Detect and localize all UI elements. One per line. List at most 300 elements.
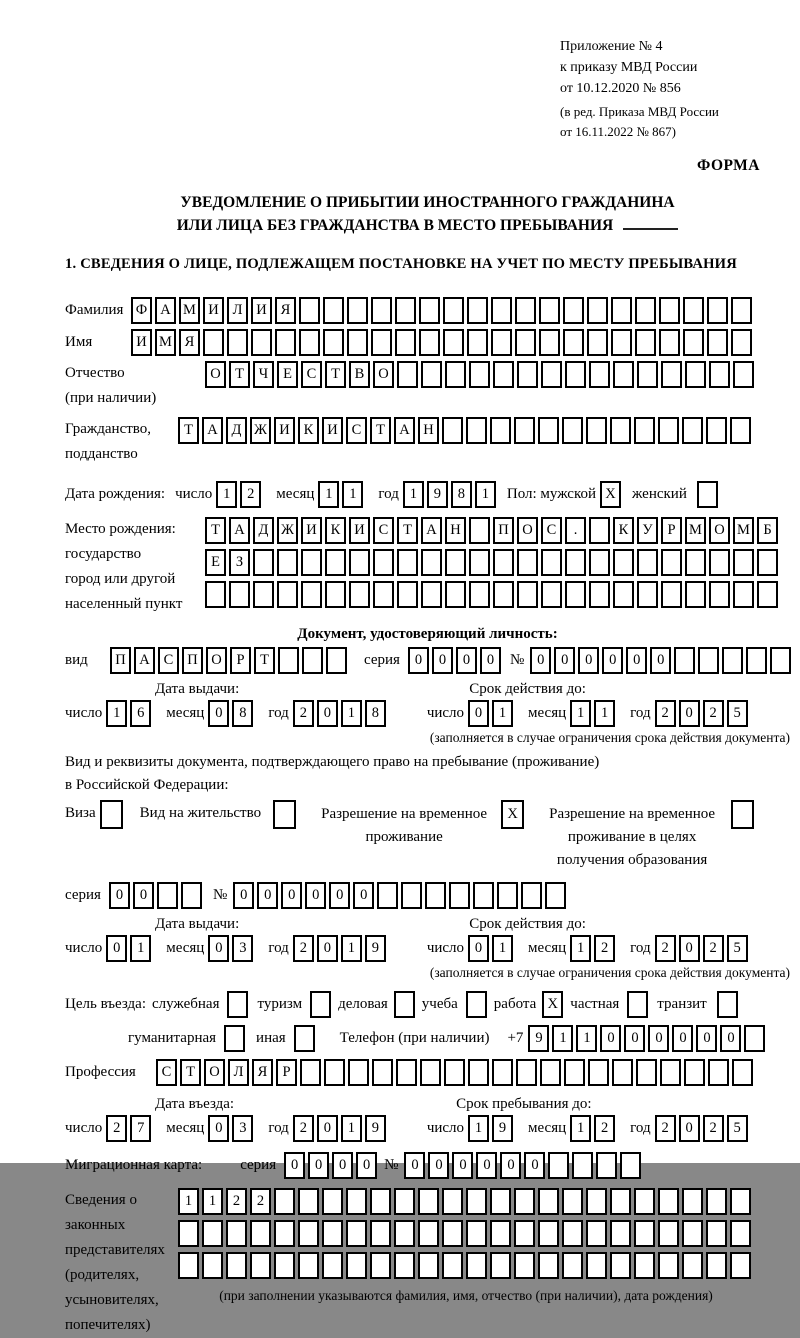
form-cell[interactable] <box>545 882 566 909</box>
form-cell[interactable]: 1 <box>341 700 362 727</box>
form-cell[interactable]: 0 <box>428 1152 449 1179</box>
form-cell[interactable] <box>322 1188 343 1215</box>
form-cell[interactable] <box>586 417 607 444</box>
form-cell[interactable] <box>324 1059 345 1086</box>
form-cell[interactable] <box>397 581 418 608</box>
form-cell[interactable] <box>586 1220 607 1247</box>
form-cell[interactable] <box>611 329 632 356</box>
form-cell[interactable] <box>274 1252 295 1279</box>
form-cell[interactable] <box>562 1220 583 1247</box>
form-cell[interactable] <box>589 517 610 544</box>
form-cell[interactable]: 1 <box>341 1115 362 1142</box>
form-cell[interactable]: 1 <box>475 481 496 508</box>
form-cell[interactable] <box>396 1059 417 1086</box>
form-cell[interactable]: 5 <box>727 935 748 962</box>
form-cell[interactable] <box>709 581 730 608</box>
form-cell[interactable]: 0 <box>624 1025 645 1052</box>
form-cell[interactable] <box>636 1059 657 1086</box>
form-cell[interactable] <box>445 581 466 608</box>
form-cell[interactable]: 1 <box>178 1188 199 1215</box>
form-cell[interactable] <box>442 417 463 444</box>
form-cell[interactable] <box>610 417 631 444</box>
form-cell[interactable]: 1 <box>594 700 615 727</box>
form-cell[interactable]: 0 <box>305 882 326 909</box>
form-cell[interactable] <box>706 1188 727 1215</box>
form-cell[interactable]: 0 <box>353 882 374 909</box>
form-cell[interactable] <box>706 417 727 444</box>
form-cell[interactable] <box>635 297 656 324</box>
form-cell[interactable] <box>346 1220 367 1247</box>
form-cell[interactable]: Я <box>252 1059 273 1086</box>
form-cell[interactable] <box>731 329 752 356</box>
form-cell[interactable]: 1 <box>130 935 151 962</box>
form-cell[interactable] <box>467 297 488 324</box>
form-cell[interactable] <box>370 1252 391 1279</box>
form-cell[interactable]: 0 <box>308 1152 329 1179</box>
form-cell[interactable] <box>658 1220 679 1247</box>
form-cell[interactable]: И <box>349 517 370 544</box>
form-cell[interactable] <box>445 549 466 576</box>
form-cell[interactable]: Я <box>179 329 200 356</box>
form-cell[interactable]: 5 <box>727 1115 748 1142</box>
form-cell[interactable]: И <box>251 297 272 324</box>
form-cell[interactable] <box>586 1188 607 1215</box>
form-cell[interactable]: Е <box>205 549 226 576</box>
form-cell[interactable]: 0 <box>284 1152 305 1179</box>
form-cell[interactable] <box>395 297 416 324</box>
form-cell[interactable] <box>299 329 320 356</box>
form-cell[interactable]: З <box>229 549 250 576</box>
form-cell[interactable] <box>697 481 718 508</box>
form-cell[interactable] <box>418 1188 439 1215</box>
form-cell[interactable] <box>326 647 347 674</box>
form-cell[interactable] <box>733 581 754 608</box>
form-cell[interactable] <box>538 1220 559 1247</box>
form-cell[interactable]: 1 <box>341 935 362 962</box>
form-cell[interactable]: К <box>613 517 634 544</box>
form-cell[interactable] <box>635 329 656 356</box>
form-cell[interactable]: Л <box>228 1059 249 1086</box>
form-cell[interactable] <box>685 549 706 576</box>
form-cell[interactable] <box>538 1252 559 1279</box>
form-cell[interactable] <box>517 581 538 608</box>
form-cell[interactable] <box>442 1188 463 1215</box>
form-cell[interactable] <box>421 361 442 388</box>
form-cell[interactable] <box>637 361 658 388</box>
form-cell[interactable] <box>273 800 296 829</box>
form-cell[interactable] <box>298 1252 319 1279</box>
form-cell[interactable] <box>274 1220 295 1247</box>
form-cell[interactable]: 1 <box>106 700 127 727</box>
form-cell[interactable] <box>722 647 743 674</box>
form-cell[interactable]: Ф <box>131 297 152 324</box>
form-cell[interactable] <box>442 1220 463 1247</box>
form-cell[interactable] <box>706 1220 727 1247</box>
form-cell[interactable] <box>661 361 682 388</box>
form-cell[interactable]: 0 <box>106 935 127 962</box>
form-cell[interactable] <box>202 1220 223 1247</box>
form-cell[interactable] <box>394 1252 415 1279</box>
form-cell[interactable] <box>323 329 344 356</box>
form-cell[interactable]: 1 <box>318 481 339 508</box>
form-cell[interactable]: 1 <box>570 935 591 962</box>
form-cell[interactable]: 3 <box>232 1115 253 1142</box>
form-cell[interactable] <box>613 549 634 576</box>
form-cell[interactable]: Е <box>277 361 298 388</box>
form-cell[interactable] <box>596 1152 617 1179</box>
form-cell[interactable] <box>587 297 608 324</box>
form-cell[interactable]: 0 <box>480 647 501 674</box>
form-cell[interactable]: И <box>203 297 224 324</box>
form-cell[interactable] <box>371 297 392 324</box>
form-cell[interactable]: 0 <box>456 647 477 674</box>
form-cell[interactable] <box>205 581 226 608</box>
form-cell[interactable] <box>658 1188 679 1215</box>
form-cell[interactable]: 2 <box>293 1115 314 1142</box>
form-cell[interactable]: М <box>155 329 176 356</box>
form-cell[interactable] <box>397 549 418 576</box>
form-cell[interactable]: 0 <box>468 935 489 962</box>
form-cell[interactable]: 1 <box>492 700 513 727</box>
form-cell[interactable] <box>674 647 695 674</box>
form-cell[interactable] <box>469 549 490 576</box>
form-cell[interactable] <box>469 517 490 544</box>
form-cell[interactable] <box>202 1252 223 1279</box>
form-cell[interactable] <box>659 297 680 324</box>
form-cell[interactable]: 0 <box>432 647 453 674</box>
form-cell[interactable] <box>514 417 535 444</box>
form-cell[interactable] <box>683 329 704 356</box>
form-cell[interactable] <box>563 329 584 356</box>
form-cell[interactable] <box>491 297 512 324</box>
form-cell[interactable] <box>658 417 679 444</box>
form-cell[interactable]: Н <box>418 417 439 444</box>
form-cell[interactable] <box>466 991 487 1018</box>
form-cell[interactable] <box>178 1252 199 1279</box>
form-cell[interactable] <box>733 549 754 576</box>
form-cell[interactable] <box>515 329 536 356</box>
form-cell[interactable] <box>298 1188 319 1215</box>
form-cell[interactable] <box>521 882 542 909</box>
form-cell[interactable]: 0 <box>317 1115 338 1142</box>
form-cell[interactable] <box>442 1252 463 1279</box>
form-cell[interactable] <box>733 361 754 388</box>
form-cell[interactable] <box>421 549 442 576</box>
form-cell[interactable] <box>401 882 422 909</box>
form-cell[interactable]: В <box>349 361 370 388</box>
form-cell[interactable] <box>634 1220 655 1247</box>
form-cell[interactable]: X <box>542 991 563 1018</box>
form-cell[interactable]: О <box>204 1059 225 1086</box>
form-cell[interactable] <box>490 1252 511 1279</box>
form-cell[interactable] <box>372 1059 393 1086</box>
form-cell[interactable]: Б <box>757 517 778 544</box>
form-cell[interactable] <box>100 800 123 829</box>
form-cell[interactable] <box>514 1188 535 1215</box>
form-cell[interactable]: X <box>501 800 524 829</box>
form-cell[interactable] <box>685 581 706 608</box>
form-cell[interactable] <box>770 647 791 674</box>
form-cell[interactable] <box>709 549 730 576</box>
form-cell[interactable] <box>444 1059 465 1086</box>
form-cell[interactable] <box>490 1220 511 1247</box>
form-cell[interactable] <box>277 549 298 576</box>
form-cell[interactable] <box>301 549 322 576</box>
form-cell[interactable]: М <box>733 517 754 544</box>
form-cell[interactable] <box>492 1059 513 1086</box>
form-cell[interactable]: 1 <box>552 1025 573 1052</box>
form-cell[interactable] <box>706 1252 727 1279</box>
form-cell[interactable] <box>589 581 610 608</box>
form-cell[interactable] <box>540 1059 561 1086</box>
form-cell[interactable] <box>226 1252 247 1279</box>
form-cell[interactable]: Р <box>230 647 251 674</box>
form-cell[interactable] <box>394 991 415 1018</box>
form-cell[interactable]: 0 <box>208 935 229 962</box>
form-cell[interactable] <box>466 1220 487 1247</box>
form-cell[interactable]: 0 <box>500 1152 521 1179</box>
form-cell[interactable] <box>613 581 634 608</box>
form-cell[interactable] <box>277 581 298 608</box>
form-cell[interactable]: 0 <box>578 647 599 674</box>
form-cell[interactable]: Т <box>397 517 418 544</box>
form-cell[interactable] <box>493 549 514 576</box>
form-cell[interactable] <box>349 549 370 576</box>
form-cell[interactable]: 0 <box>679 700 700 727</box>
form-cell[interactable] <box>730 1188 751 1215</box>
form-cell[interactable] <box>572 1152 593 1179</box>
form-cell[interactable]: Н <box>445 517 466 544</box>
form-cell[interactable]: 2 <box>594 935 615 962</box>
form-cell[interactable]: А <box>155 297 176 324</box>
form-cell[interactable] <box>659 329 680 356</box>
form-cell[interactable]: К <box>325 517 346 544</box>
form-cell[interactable] <box>707 329 728 356</box>
form-cell[interactable] <box>661 581 682 608</box>
form-cell[interactable] <box>224 1025 245 1052</box>
form-cell[interactable]: 0 <box>404 1152 425 1179</box>
form-cell[interactable] <box>563 297 584 324</box>
form-cell[interactable] <box>730 417 751 444</box>
form-cell[interactable] <box>539 329 560 356</box>
form-cell[interactable]: Т <box>254 647 275 674</box>
form-cell[interactable] <box>490 1188 511 1215</box>
form-cell[interactable] <box>682 1252 703 1279</box>
form-cell[interactable]: 0 <box>530 647 551 674</box>
form-cell[interactable] <box>634 1252 655 1279</box>
form-cell[interactable] <box>660 1059 681 1086</box>
form-cell[interactable]: И <box>301 517 322 544</box>
form-cell[interactable] <box>349 581 370 608</box>
form-cell[interactable] <box>637 581 658 608</box>
form-cell[interactable] <box>325 549 346 576</box>
form-cell[interactable]: 0 <box>476 1152 497 1179</box>
form-cell[interactable] <box>250 1252 271 1279</box>
form-cell[interactable]: 2 <box>594 1115 615 1142</box>
form-cell[interactable]: 1 <box>342 481 363 508</box>
form-cell[interactable]: 0 <box>133 882 154 909</box>
form-cell[interactable] <box>275 329 296 356</box>
form-cell[interactable]: 2 <box>240 481 261 508</box>
form-cell[interactable] <box>589 361 610 388</box>
form-cell[interactable] <box>562 1188 583 1215</box>
form-cell[interactable] <box>757 581 778 608</box>
form-cell[interactable] <box>302 647 323 674</box>
form-cell[interactable]: 0 <box>648 1025 669 1052</box>
form-cell[interactable]: 0 <box>257 882 278 909</box>
form-cell[interactable]: У <box>637 517 658 544</box>
form-cell[interactable]: 0 <box>679 935 700 962</box>
form-cell[interactable]: 8 <box>451 481 472 508</box>
form-cell[interactable] <box>588 1059 609 1086</box>
form-cell[interactable]: 7 <box>130 1115 151 1142</box>
form-cell[interactable] <box>517 361 538 388</box>
form-cell[interactable]: 2 <box>703 935 724 962</box>
form-cell[interactable] <box>203 329 224 356</box>
form-cell[interactable]: 0 <box>600 1025 621 1052</box>
form-cell[interactable] <box>469 581 490 608</box>
form-cell[interactable] <box>707 297 728 324</box>
form-cell[interactable]: 0 <box>208 700 229 727</box>
form-cell[interactable] <box>226 1220 247 1247</box>
form-cell[interactable] <box>443 297 464 324</box>
form-cell[interactable]: О <box>517 517 538 544</box>
form-cell[interactable]: 5 <box>727 700 748 727</box>
form-cell[interactable] <box>562 417 583 444</box>
form-cell[interactable]: 0 <box>281 882 302 909</box>
form-cell[interactable] <box>298 1220 319 1247</box>
form-cell[interactable]: А <box>229 517 250 544</box>
form-cell[interactable] <box>377 882 398 909</box>
form-cell[interactable] <box>250 1220 271 1247</box>
form-cell[interactable] <box>294 1025 315 1052</box>
form-cell[interactable]: Ж <box>277 517 298 544</box>
form-cell[interactable]: И <box>274 417 295 444</box>
form-cell[interactable] <box>425 882 446 909</box>
form-cell[interactable] <box>587 329 608 356</box>
form-cell[interactable]: Р <box>276 1059 297 1086</box>
form-cell[interactable]: С <box>158 647 179 674</box>
form-cell[interactable] <box>586 1252 607 1279</box>
form-cell[interactable] <box>373 581 394 608</box>
form-cell[interactable] <box>515 297 536 324</box>
form-cell[interactable] <box>497 882 518 909</box>
form-cell[interactable] <box>299 297 320 324</box>
form-cell[interactable] <box>682 1220 703 1247</box>
form-cell[interactable]: 9 <box>365 1115 386 1142</box>
form-cell[interactable]: 1 <box>570 1115 591 1142</box>
form-cell[interactable]: 2 <box>655 1115 676 1142</box>
form-cell[interactable] <box>610 1252 631 1279</box>
form-cell[interactable] <box>370 1188 391 1215</box>
form-cell[interactable]: 6 <box>130 700 151 727</box>
form-cell[interactable]: 0 <box>650 647 671 674</box>
form-cell[interactable] <box>394 1188 415 1215</box>
form-cell[interactable]: И <box>322 417 343 444</box>
form-cell[interactable] <box>490 417 511 444</box>
form-cell[interactable] <box>227 991 248 1018</box>
form-cell[interactable]: А <box>134 647 155 674</box>
form-cell[interactable]: 2 <box>655 935 676 962</box>
form-cell[interactable]: 1 <box>492 935 513 962</box>
form-cell[interactable] <box>541 361 562 388</box>
form-cell[interactable]: 0 <box>317 700 338 727</box>
form-cell[interactable]: С <box>373 517 394 544</box>
form-cell[interactable]: 2 <box>655 700 676 727</box>
form-cell[interactable]: 1 <box>216 481 237 508</box>
form-cell[interactable]: 9 <box>492 1115 513 1142</box>
form-cell[interactable] <box>731 800 754 829</box>
form-cell[interactable] <box>539 297 560 324</box>
form-cell[interactable] <box>685 361 706 388</box>
form-cell[interactable] <box>418 1252 439 1279</box>
form-cell[interactable] <box>565 361 586 388</box>
form-cell[interactable]: 2 <box>293 700 314 727</box>
form-cell[interactable] <box>493 361 514 388</box>
form-cell[interactable] <box>371 329 392 356</box>
form-cell[interactable]: С <box>541 517 562 544</box>
form-cell[interactable]: 2 <box>703 700 724 727</box>
form-cell[interactable] <box>178 1220 199 1247</box>
form-cell[interactable]: 1 <box>576 1025 597 1052</box>
form-cell[interactable] <box>661 549 682 576</box>
form-cell[interactable]: 9 <box>427 481 448 508</box>
form-cell[interactable] <box>469 361 490 388</box>
form-cell[interactable] <box>181 882 202 909</box>
form-cell[interactable] <box>157 882 178 909</box>
form-cell[interactable] <box>634 1188 655 1215</box>
form-cell[interactable] <box>564 1059 585 1086</box>
form-cell[interactable]: О <box>206 647 227 674</box>
form-cell[interactable] <box>514 1252 535 1279</box>
form-cell[interactable]: . <box>565 517 586 544</box>
form-cell[interactable]: 0 <box>233 882 254 909</box>
form-cell[interactable] <box>445 361 466 388</box>
form-cell[interactable]: А <box>421 517 442 544</box>
form-cell[interactable]: 0 <box>109 882 130 909</box>
form-cell[interactable]: Я <box>275 297 296 324</box>
form-cell[interactable] <box>322 1252 343 1279</box>
form-cell[interactable] <box>468 1059 489 1086</box>
form-cell[interactable] <box>278 647 299 674</box>
form-cell[interactable] <box>443 329 464 356</box>
form-cell[interactable]: С <box>346 417 367 444</box>
form-cell[interactable]: И <box>131 329 152 356</box>
form-cell[interactable] <box>395 329 416 356</box>
form-cell[interactable]: 1 <box>468 1115 489 1142</box>
form-cell[interactable] <box>757 549 778 576</box>
form-cell[interactable] <box>347 297 368 324</box>
form-cell[interactable] <box>538 1188 559 1215</box>
form-cell[interactable]: 0 <box>452 1152 473 1179</box>
form-cell[interactable] <box>682 417 703 444</box>
form-cell[interactable] <box>370 1220 391 1247</box>
form-cell[interactable] <box>229 581 250 608</box>
form-cell[interactable] <box>516 1059 537 1086</box>
form-cell[interactable]: 0 <box>329 882 350 909</box>
form-cell[interactable]: С <box>301 361 322 388</box>
form-cell[interactable]: 0 <box>626 647 647 674</box>
form-cell[interactable] <box>565 581 586 608</box>
form-cell[interactable] <box>346 1188 367 1215</box>
form-cell[interactable]: А <box>394 417 415 444</box>
form-cell[interactable] <box>347 329 368 356</box>
form-cell[interactable] <box>541 549 562 576</box>
form-cell[interactable]: 0 <box>679 1115 700 1142</box>
form-cell[interactable]: Д <box>253 517 274 544</box>
form-cell[interactable] <box>620 1152 641 1179</box>
form-cell[interactable]: 0 <box>524 1152 545 1179</box>
